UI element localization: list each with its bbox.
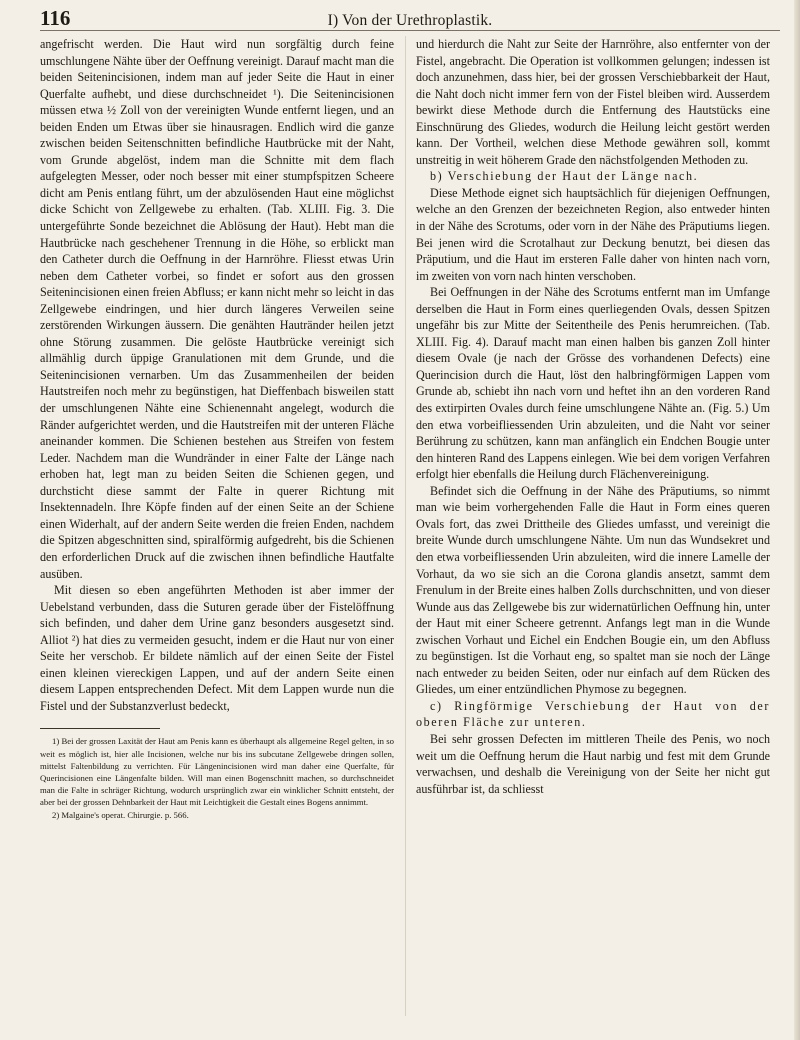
section-heading: b) Verschiebung der Haut der Länge nach.: [430, 169, 699, 184]
footnotes: [40, 735, 394, 820]
footnote: 2) Malgaine's operat. Chirurgie. p. 566.: [52, 809, 189, 820]
paragraph: und hierdurch die Naht zur Seite der Harnröhre, also entfernter von der Fistel, angebracht. Die Operation ist vollkommen gelungen; indessen ist doch anzunehmen, dass hier, bei der grossen Verschiebbarkeit der Haut, die Naht doch nicht immer fern von der Fistel bleiben wird. Ausserdem bewirkt diese Methode durch die Entfernung des Hautstücks eine Einschnürung des Gliedes, wodurch die Heilung leicht gestört werden kann. Der Vortheil, welchen diese Methode gewähren soll, kommt unstreitig in weit höherem Grade den nächstfolgenden Methoden zu.: [416, 37, 770, 167]
header-rule: [40, 30, 780, 31]
footnote-rule: [40, 728, 160, 729]
column-gutter: [405, 36, 406, 1016]
paragraph: Diese Methode eignet sich hauptsächlich für diejenigen Oeffnungen, welche an den Grenzen der bezeichneten Region, also entweder hinten in der Nähe des Scrotums, oder vorn in der Nähe des Präputiums liegen. Bei jenen wird die Scrotalhaut zur Deckung benutzt, bei diesen das Präputium, und die Haut im ersteren Falle daher von hinten nach vorn, im zweiten von vorn nach hinten verschoben.: [416, 185, 770, 283]
right-column: [416, 36, 770, 797]
paragraph: Befindet sich die Oeffnung in der Nähe des Präputiums, so nimmt man wie beim vorhergehenden Falle die Haut in Form eines queren Ovals fort, das zwei Drittheile des Gliedes umfasst, und vereinigt die breite Wunde durch umschlungene Nähte. Um nun das Wundsekret und den etwa vorbeifliessenden Urin abzuleiten, wird die innere Lamelle der Vorhaut, da wo sie sich an die Corona glandis ansetzt, sammt dem Frenulum in der Breite eines halben Zolls durchschnitten, und von dieser Wunde aus das Zellgewebe bis zur widernatürlichen Oeffnung hin, unter der Haut mit einer Scheere getrennt. Anfangs legt man in die Wunde zwischen Vorhaut und Eichel ein Endchen Bougie ein, um den Abfluss zu begünstigen. Ist die Vorhaut eng, so spaltet man sie noch der Länge nach entweder zu beiden Seiten, oder nur einfach auf dem Rücken des Gliedes, um einer entzündlichen Phymose zu begegnen.: [416, 483, 770, 697]
left-column: [40, 36, 394, 821]
paragraph: Bei Oeffnungen in der Nähe des Scrotums entfernt man im Umfange derselben die Haut in Form eines querliegenden Ovals, dessen Spitzen ungefähr bis zur Mitte der Seitentheile des Penis herumreichen. (Tab. XLIII. Fig. 4). Darauf macht man einen halben bis ganzen Zoll hinter diesem Ovale (je nach der Grösse des vorhandenen Defects) eine Querincision durch die Haut, löst den halbringförmigen Lappen vom Grunde ab, schiebt ihn nach vorn und heftet ihn an den vorderen Rand des extirpirten Ovales durch feine umschlungene Nähte an. (Fig. 5.) Um den etwa vorbeifliessenden Urin abzuleiten, und die Naht vor seiner Berührung zu schützen, kann man anfänglich ein Endchen Bougie unter den hinteren Rand des Lappens einlegen. Wie bei dem vorigen Verfahren erfolgt hier ebenfalls die Heilung durch Flächenvereinigung.: [416, 285, 770, 482]
page-header: [40, 6, 780, 30]
footnote: 1) Bei der grossen Laxität der Haut am Penis kann es überhaupt als allgemeine Regel gelten, in so weit es möglich ist, hier alle Incisionen, welche nur bis ins subcutane Zellgewebe dringen sollen, mittelst Faltenbildung zu verrichten. Für Längenincisionen wird man daher eine Querfalte, für Querincisionen eine Längenfalte bilden. Will man einen Bogenschnitt machen, so durchschneidet man die Falte in schräger Richtung, wodurch ursprünglich zwar ein winklicher Schnitt entsteht, der aber bei der grossen Dehnbarkeit der Haut mit Leichtigkeit die Gestalt eines Bogens annimmt.: [40, 736, 394, 808]
page-number: 116: [40, 6, 71, 30]
running-head: I) Von der Urethroplastik.: [327, 12, 493, 29]
paragraph: Bei sehr grossen Defecten im mittleren Theile des Penis, wo noch weit um die Oeffnung herum die Haut narbig und fest mit dem Grunde verwachsen, und deshalb die Vereinigung von der Seite her nicht gut ausführbar ist, da schliesst: [416, 731, 770, 796]
paragraph: angefrischt werden. Die Haut wird nun sorgfältig durch feine umschlungene Nähte über der Oeffnung vereinigt. Darauf macht man die beiden Seitenincisionen, indem man auf jeder Seite die Haut in einer Querfalte aufhebt, und diese durchschneidet ¹). Die Seitenincisionen müssen etwa ½ Zoll von der vereinigten Wunde entfernt liegen, und an beiden Enden um Etwas über sie hinausragen. Endlich wird die ganze zwischen beiden Seitenschnitten befindliche Hautbrücke mit der Naht, vom Grunde abgelöst, indem man die Schnitte mit dem flach aufgelegten Messer, oder noch besser mit einer stumpfspitzen Scheere dicht am Penis entlang führt, um der abzulösenden Haut eine möglichst dicke Schicht von Zellgewebe zu erhalten. (Tab. XLIII. Fig. 3. Die untergeführte Sonde bezeichnet die Ablösung der Haut). Hebt man die Hautbrücke nach geschehener Trennung in die Höhe, so erblickt man den Catheter durch die Oeffnung in der Harnröhre. Fliesst etwas Urin neben dem Catheter vorbei, so findet er sofort aus den grossen Seitenincisionen einen freien Abfluss; er kann nicht mehr so leicht in das Zellgewebe eindringen, und hier durch längeres Verweilen seine zerstörenden Wirkungen äussern. Die genähten Hautränder heilen jetzt ohne Störung zusammen. Die gelöste Hautbrücke vereinigt sich allmählig durch üppige Granulationen mit dem Grunde, und die Seitenincisionen vernarben. Um das Zusammenheilen der beiden Hautstreifen noch mehr zu begünstigen, hat Dieffenbach bisweilen statt der umschlungenen Nähte eine Schienennaht angelegt, wodurch die Ränder aufgerichtet werden, und die Hautstreifen mit der unteren Fläche aneinander kommen. Die Schienen bestehen aus Streifen von festem Leder. Nachdem man die Wundränder in einer Falte der Länge nach erhoben hat, legt man zu beiden Seiten die Schienen gegen, und durchsticht diese sammt der Falte in querer Richtung mit Insektennadeln. Ihre Köpfe finden auf der einen Seite an der Schiene einen Widerhalt, auf der andern Seite werden die freien Enden, nachdem die Spitzen abgeschnitten sind, spiralförmig aufgedreht, bis die Schienen den erforderlichen Druck auf die zwischen ihnen befindliche Hautfalte ausüben.: [40, 37, 394, 581]
page-edge-shadow: [794, 0, 800, 1040]
paragraph: Mit diesen so eben angeführten Methoden ist aber immer der Uebelstand verbunden, dass die Suturen gerade über der Fistelöffnung sich befinden, und daher dem Urine ganz besonders ausgesetzt sind. Alliot ²) hat dies zu vermeiden gesucht, indem er die Haut nur von einer Seite her verschob. Er bildete nämlich auf der einen Seite der Fistel einen kleinen viereckigen Lappen, und auf der andern Seite einen diesem Lappen entsprechenden Defect. Mit dem Lappen wurde nun die Fistel und der Substanzverlust bedeckt,: [40, 583, 394, 713]
section-heading: c) Ringförmige Verschiebung der Haut von der oberen Fläche zur unteren.: [416, 698, 770, 730]
